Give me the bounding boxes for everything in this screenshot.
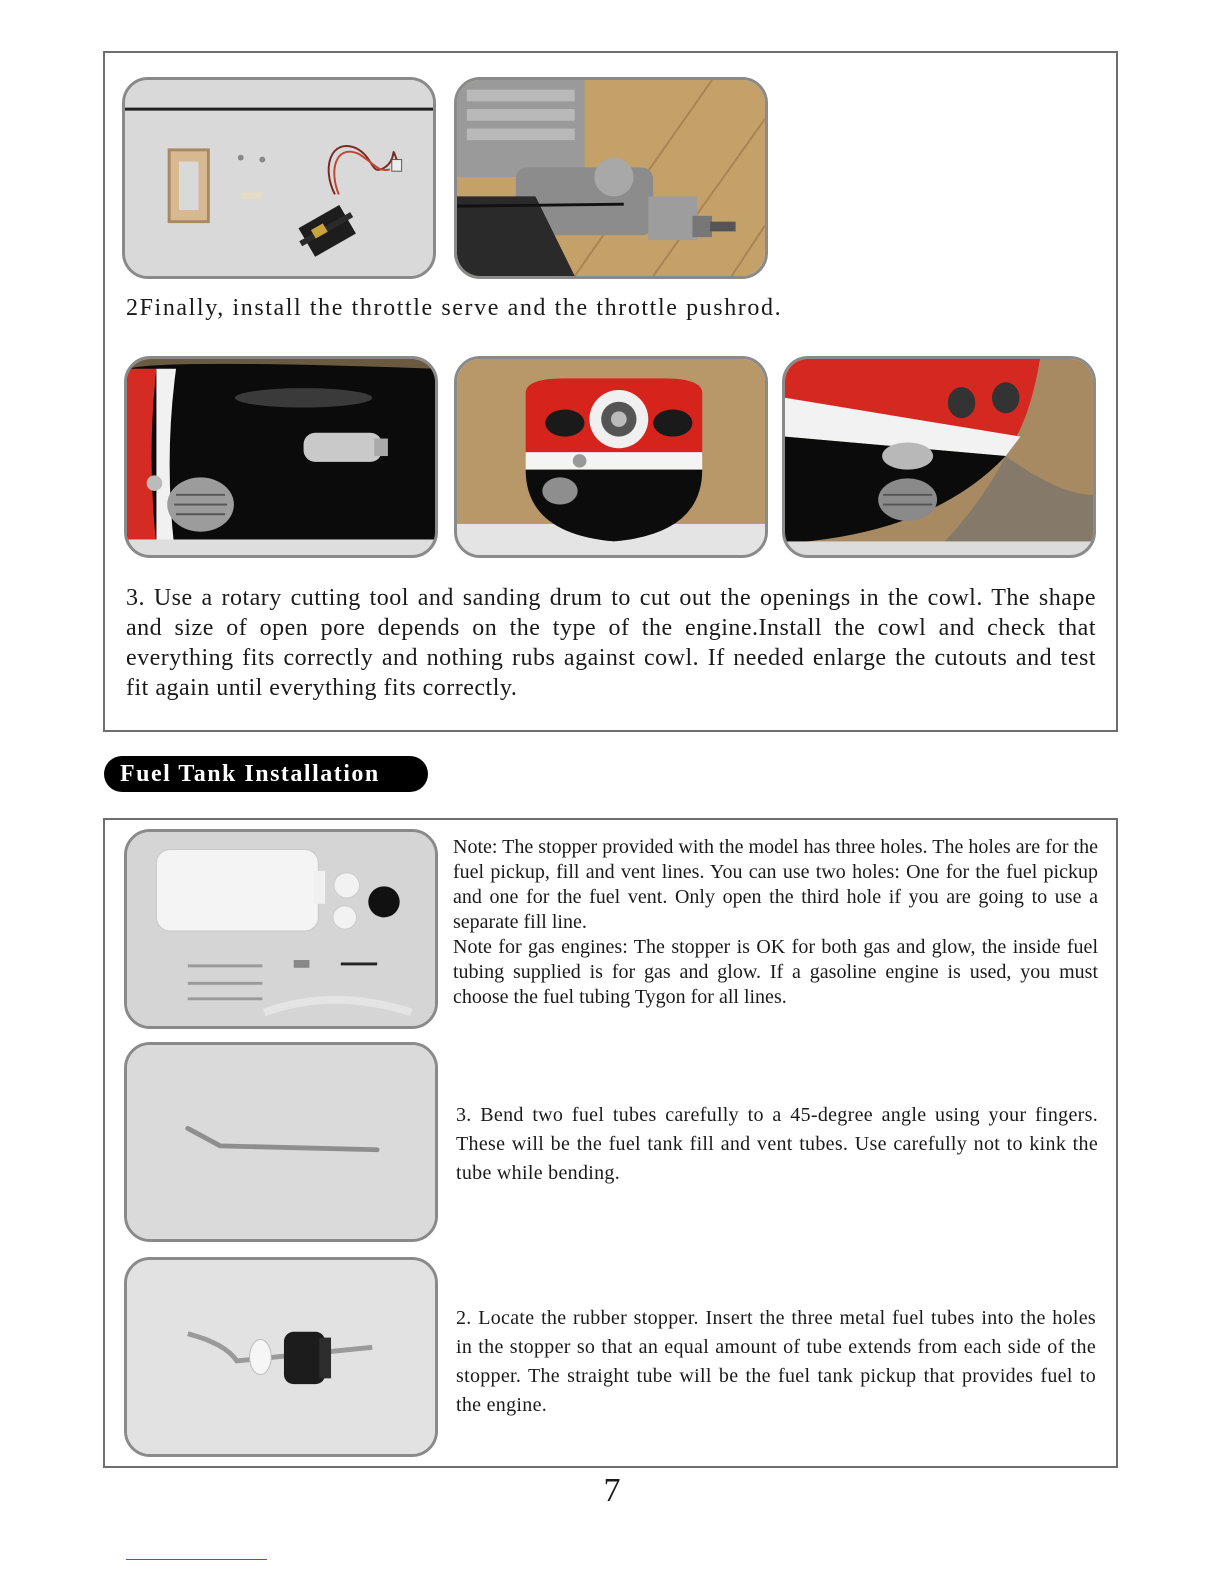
cowl-angle-photo — [782, 356, 1096, 558]
stopper-step: 2. Locate the rubber stopper. Insert the three metal fuel tubes into the holes in the stopper so that an equal amount of tube extends from each side of the stopper. The straight tube will be the fuel tank pickup that provides fuel to the engine. — [456, 1307, 1096, 1416]
bend-tubes-step: 3. Bend two fuel tubes carefully to a 45-degree angle using your fingers. These will be the fuel tank fill and vent tubes. Use carefully not to kink the tube while bending. — [456, 1104, 1098, 1184]
stopper-note-text: Note: The stopper provided with the model has three holes. The holes are for the fuel pickup, fill and vent lines. You can use two holes: One for the fuel pickup and one for the fuel vent. Only open the third hole if you are going to use a separate fill line. — [453, 836, 1098, 933]
stopper-assembly-photo — [124, 1257, 438, 1457]
step3-caption: 3. Use a rotary cutting tool and sanding drum to cut out the openings in the cowl. The shape and size of open pore depends on the type of the engine.Install the cowl and check that everything fits correctly and nothing rubs against cowl. If needed enlarge the cutouts and test fit again until everything fits correctly. — [126, 585, 1096, 701]
gas-engine-note-text: Note for gas engines: The stopper is OK for both gas and glow, the inside fuel tubing supplied is for gas and glow. If a gasoline engine is used, you must choose the fuel tubing Tygon for all lines. — [453, 936, 1098, 1008]
page-number: 7 — [603, 1472, 621, 1509]
fuel-tank-parts-photo — [124, 829, 438, 1029]
footnote-rule — [126, 1559, 267, 1560]
bent-tube-photo — [124, 1042, 438, 1242]
step2-caption: 2Finally, install the throttle serve and the throttle pushrod. — [126, 295, 783, 321]
stopper-note — [453, 835, 1098, 1010]
cowl-front-photo — [454, 356, 768, 558]
engine-throttle-photo — [454, 77, 768, 279]
cowl-side-photo — [124, 356, 438, 558]
fuel-tank-heading: Fuel Tank Installation — [104, 756, 428, 792]
servo-parts-photo — [122, 77, 436, 279]
